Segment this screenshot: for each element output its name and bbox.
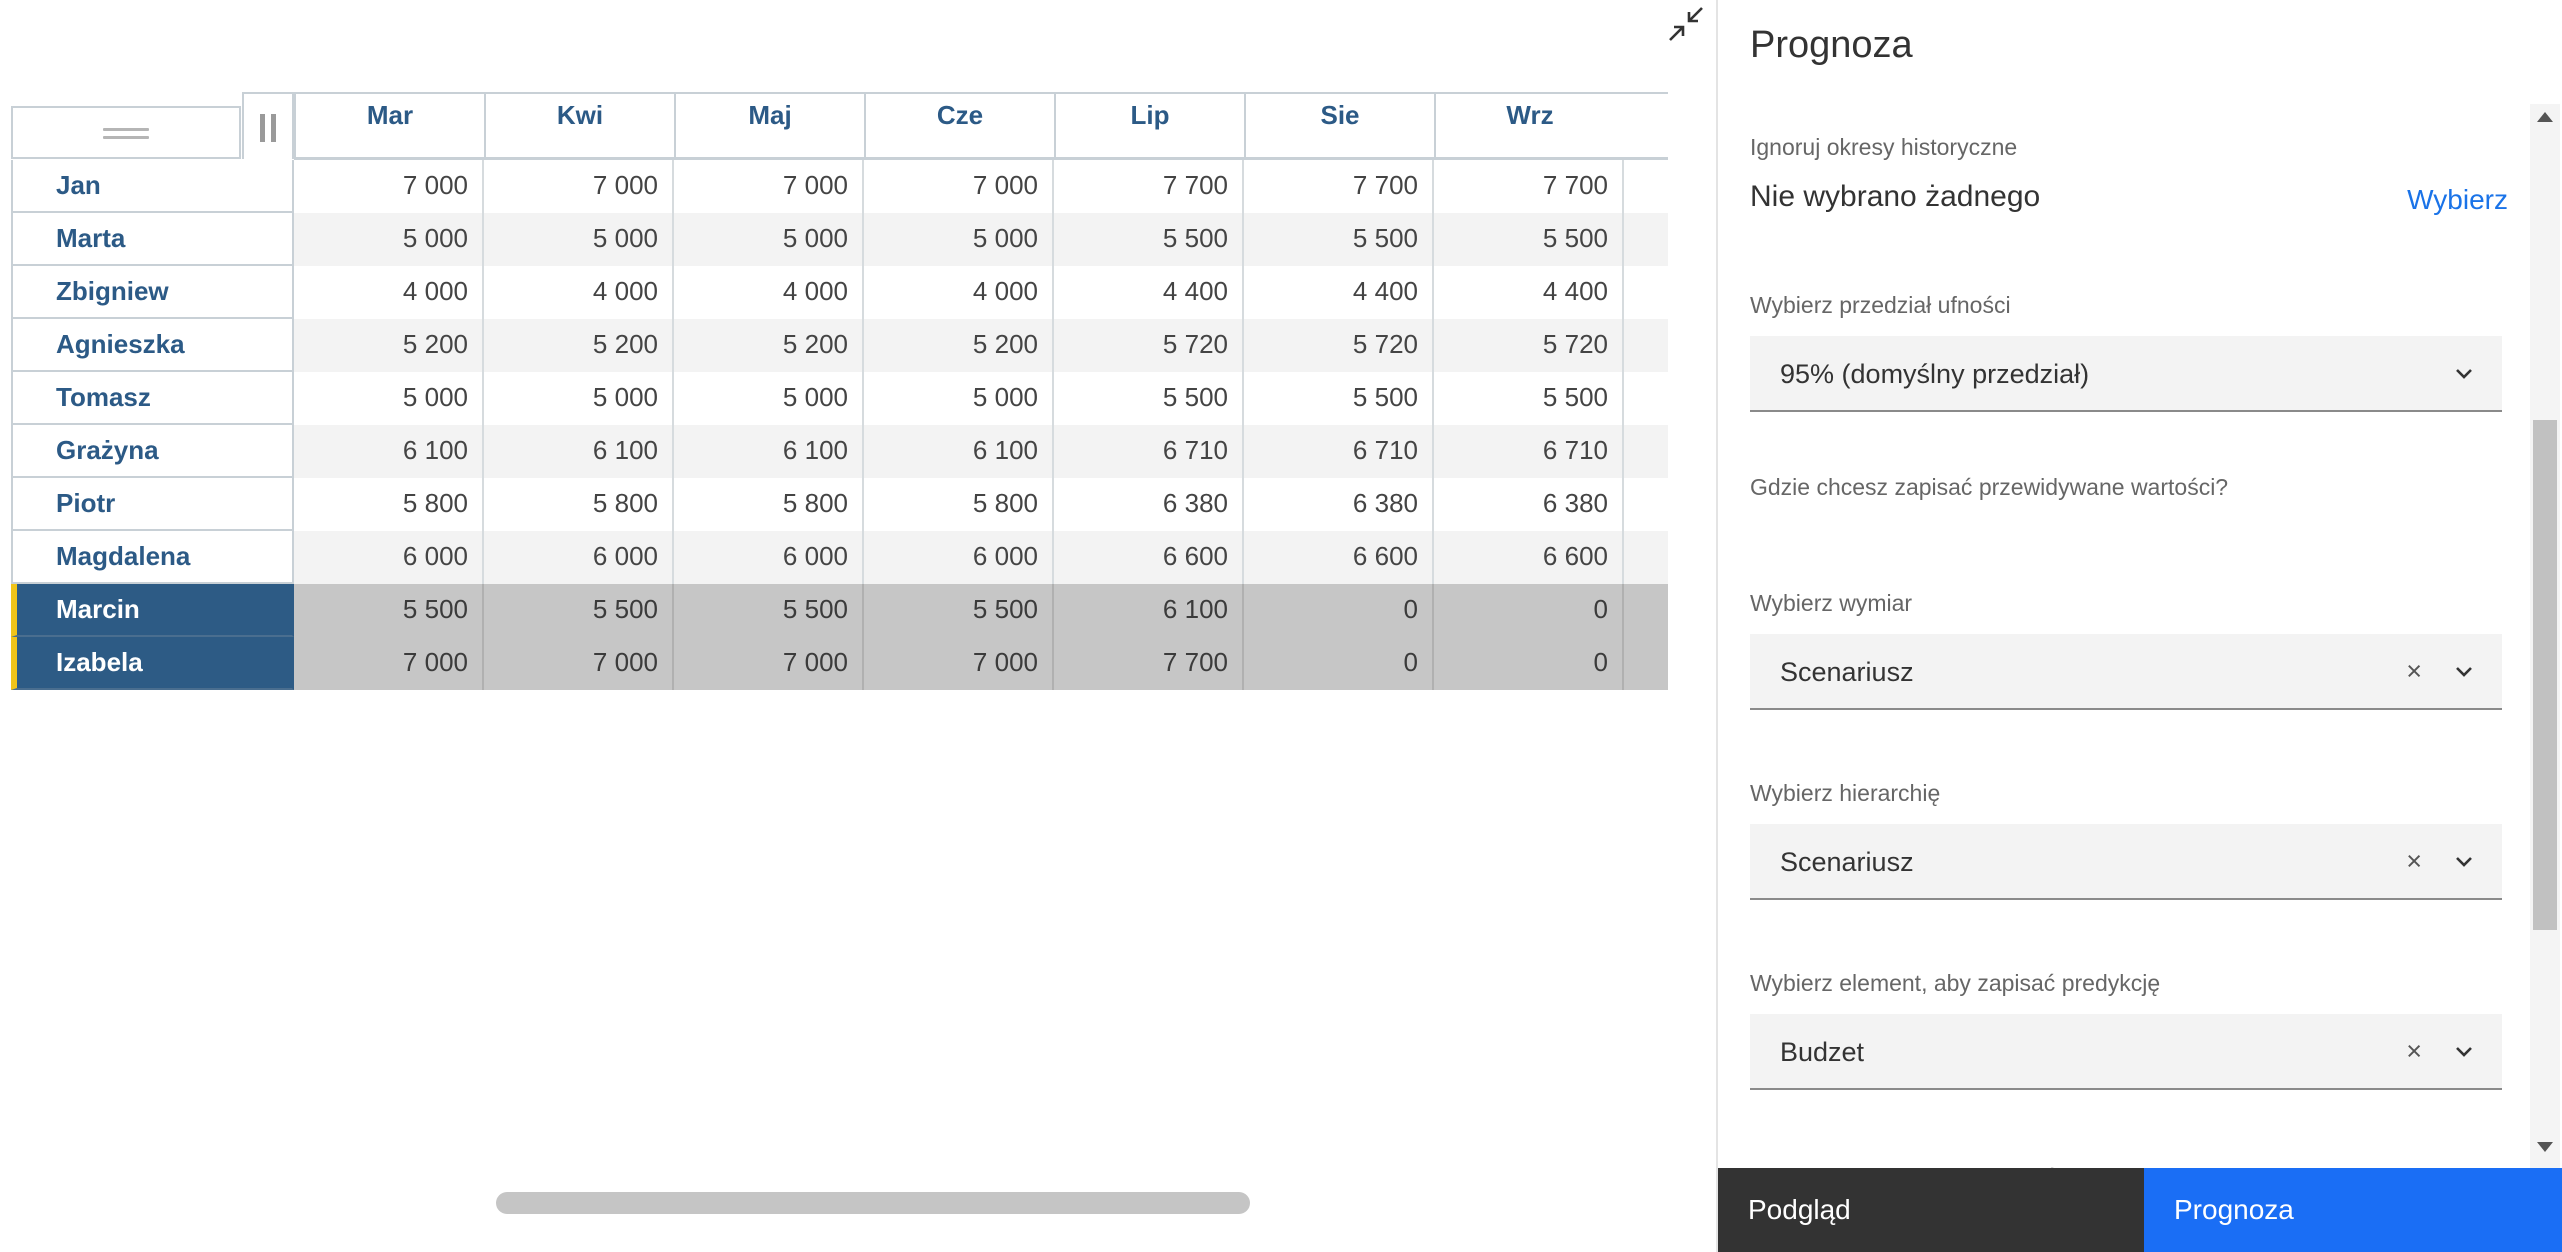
table-cell[interactable]: 5 200 xyxy=(864,319,1054,372)
table-cell[interactable]: 5 500 xyxy=(1054,213,1244,266)
table-cell[interactable]: 7 000 xyxy=(864,637,1054,690)
table-cell[interactable]: 6 100 xyxy=(484,425,674,478)
table-cell[interactable]: 6 380 xyxy=(1244,478,1434,531)
chevron-down-icon xyxy=(2454,1042,2474,1062)
column-header[interactable]: Mar xyxy=(294,94,484,160)
row-cells xyxy=(294,425,1668,478)
table-cell[interactable]: 7 000 xyxy=(294,637,484,690)
row-cells xyxy=(294,478,1668,531)
column-header[interactable]: Maj xyxy=(674,94,864,160)
table-cell[interactable]: 5 000 xyxy=(674,213,864,266)
table-row[interactable] xyxy=(11,319,1668,372)
table-cell[interactable]: 5 800 xyxy=(674,478,864,531)
row-header[interactable]: Tomasz xyxy=(11,372,294,425)
table-cell[interactable]: 6 000 xyxy=(864,531,1054,584)
scroll-up-icon[interactable] xyxy=(2537,112,2553,122)
save-location-question: Gdzie chcesz zapisać przewidywane wartości? xyxy=(1750,474,2229,500)
dimension-label: Wybierz wymiar xyxy=(1750,590,1913,616)
table-cell[interactable]: 6 000 xyxy=(484,531,674,584)
table-cell[interactable]: 7 700 xyxy=(1434,160,1624,213)
table-cell[interactable]: 5 500 xyxy=(1244,372,1434,425)
table-row[interactable] xyxy=(11,266,1668,319)
table-cell[interactable]: 6 600 xyxy=(1434,531,1624,584)
row-header[interactable]: Agnieszka xyxy=(11,319,294,372)
row-cells xyxy=(294,637,1668,690)
table-cell[interactable]: 4 400 xyxy=(1434,266,1624,319)
row-header[interactable]: Zbigniew xyxy=(11,266,294,319)
table-cell[interactable]: 6 710 xyxy=(1054,425,1244,478)
forecast-panel xyxy=(1716,0,2560,1252)
scroll-down-icon[interactable] xyxy=(2537,1142,2553,1152)
element-label: Wybierz element, aby zapisać predykcję xyxy=(1750,970,2161,996)
panel-scroll-area xyxy=(1718,104,2530,1168)
table-row[interactable] xyxy=(11,160,1668,213)
row-cells xyxy=(294,266,1668,319)
chevron-down-icon xyxy=(2454,364,2474,384)
chevron-down-icon xyxy=(2454,662,2474,682)
table-cell[interactable]: 7 700 xyxy=(1244,160,1434,213)
hierarchy-select[interactable] xyxy=(1750,824,2502,900)
table-cell[interactable]: 5 500 xyxy=(864,584,1054,637)
table-cell[interactable]: 5 500 xyxy=(1054,372,1244,425)
table-cell[interactable]: 7 000 xyxy=(674,160,864,213)
table-cell[interactable]: 5 500 xyxy=(1434,372,1624,425)
ignore-periods-value: Nie wybrano żadnego xyxy=(1750,180,2041,213)
clear-icon[interactable]: × xyxy=(2406,846,2422,876)
table-cell[interactable]: 7 000 xyxy=(484,160,674,213)
menu-icon xyxy=(103,128,149,141)
table-cell[interactable]: 6 100 xyxy=(674,425,864,478)
table-row[interactable] xyxy=(11,372,1668,425)
table-cell[interactable]: 6 380 xyxy=(1434,478,1624,531)
table-cell[interactable]: 0 xyxy=(1244,637,1434,690)
table-cell[interactable]: 5 500 xyxy=(294,584,484,637)
table-cell[interactable]: 4 000 xyxy=(484,266,674,319)
table-cell[interactable]: 5 720 xyxy=(1244,319,1434,372)
table-cell[interactable]: 5 000 xyxy=(674,372,864,425)
table-cell[interactable]: 7 700 xyxy=(1054,637,1244,690)
confidence-value: 95% (domyślny przedział) xyxy=(1780,359,2090,389)
table-cell[interactable]: 5 000 xyxy=(864,213,1054,266)
table-cell[interactable]: 7 000 xyxy=(864,160,1054,213)
table-cell[interactable]: 6 600 xyxy=(1054,531,1244,584)
row-cells xyxy=(294,584,1668,637)
row-cells xyxy=(294,213,1668,266)
row-header[interactable]: Jan xyxy=(11,160,294,213)
table-cell[interactable]: 6 100 xyxy=(1054,584,1244,637)
table-cell[interactable]: 4 400 xyxy=(1244,266,1434,319)
table-cell[interactable]: 7 700 xyxy=(1054,160,1244,213)
confidence-label: Wybierz przedział ufności xyxy=(1750,292,2011,318)
table-row[interactable] xyxy=(11,478,1668,531)
panel-title: Prognoza xyxy=(1750,24,1913,66)
table-cell[interactable]: 5 200 xyxy=(484,319,674,372)
row-header[interactable]: Grażyna xyxy=(11,425,294,478)
table-cell[interactable]: 5 000 xyxy=(484,213,674,266)
table-cell[interactable]: 4 000 xyxy=(674,266,864,319)
choose-periods-link[interactable]: Wybierz xyxy=(2407,184,2508,215)
column-header[interactable]: Lip xyxy=(1054,94,1244,160)
element-select[interactable] xyxy=(1750,1014,2502,1090)
dimension-select[interactable] xyxy=(1750,634,2502,710)
table-row[interactable] xyxy=(11,637,1668,690)
dimension-value: Scenariusz xyxy=(1780,657,1914,687)
vertical-scrollbar-thumb[interactable] xyxy=(2533,420,2557,930)
collapse-icon[interactable] xyxy=(1666,4,1706,44)
table-cell[interactable]: 6 000 xyxy=(294,531,484,584)
preview-button[interactable]: Podgląd xyxy=(1718,1168,2144,1252)
forecast-button[interactable]: Prognoza xyxy=(2144,1168,2562,1252)
table-row[interactable] xyxy=(11,213,1668,266)
row-header[interactable]: Marcin xyxy=(11,584,294,637)
row-cells xyxy=(294,160,1668,213)
table-cell[interactable]: 5 720 xyxy=(1054,319,1244,372)
table-cell[interactable]: 5 500 xyxy=(1434,213,1624,266)
table-cell[interactable]: 6 000 xyxy=(674,531,864,584)
ignore-periods-label: Ignoruj okresy historyczne xyxy=(1750,134,2018,160)
table-cell[interactable]: 4 400 xyxy=(1054,266,1244,319)
table-cell[interactable]: 5 000 xyxy=(864,372,1054,425)
panel-footer xyxy=(1718,1168,2562,1252)
table-cell[interactable]: 7 000 xyxy=(484,637,674,690)
column-header[interactable]: Wrz xyxy=(1434,94,1624,160)
clear-icon[interactable]: × xyxy=(2406,1036,2422,1066)
column-header[interactable]: Sie xyxy=(1244,94,1434,160)
column-header[interactable]: Cze xyxy=(864,94,1054,160)
clear-icon[interactable]: × xyxy=(2406,656,2422,686)
table-cell[interactable]: 6 600 xyxy=(1244,531,1434,584)
row-header[interactable]: Izabela xyxy=(11,637,294,690)
drag-handle-icon-bar xyxy=(271,114,276,142)
row-cells xyxy=(294,372,1668,425)
table-cell[interactable]: 6 710 xyxy=(1434,425,1624,478)
table-cell[interactable]: 7 000 xyxy=(674,637,864,690)
table-cell[interactable]: 6 100 xyxy=(294,425,484,478)
element-value: Budzet xyxy=(1780,1037,1865,1067)
table-cell[interactable]: 6 380 xyxy=(1054,478,1244,531)
table-row[interactable] xyxy=(11,531,1668,584)
table-cell[interactable]: 5 500 xyxy=(674,584,864,637)
table-cell[interactable]: 5 500 xyxy=(484,584,674,637)
column-headers xyxy=(294,92,1668,160)
table-cell[interactable]: 5 200 xyxy=(674,319,864,372)
row-header[interactable]: Magdalena xyxy=(11,531,294,584)
table-cell[interactable]: 5 000 xyxy=(294,213,484,266)
table-cell[interactable]: 5 800 xyxy=(294,478,484,531)
table-cell[interactable]: 0 xyxy=(1434,637,1624,690)
table-cell[interactable]: 5 000 xyxy=(294,372,484,425)
table-cell[interactable]: 0 xyxy=(1244,584,1434,637)
confidence-select[interactable] xyxy=(1750,336,2502,412)
table-cell[interactable]: 7 000 xyxy=(294,160,484,213)
table-cell[interactable]: 5 800 xyxy=(864,478,1054,531)
table-cell[interactable]: 0 xyxy=(1434,584,1624,637)
grid-corner-menu[interactable] xyxy=(11,106,241,159)
freeze-pane-handle[interactable] xyxy=(242,92,294,159)
table-cell[interactable]: 4 000 xyxy=(294,266,484,319)
table-cell[interactable]: 5 800 xyxy=(484,478,674,531)
table-row[interactable] xyxy=(11,425,1668,478)
table-cell[interactable]: 5 200 xyxy=(294,319,484,372)
table-cell[interactable]: 5 000 xyxy=(484,372,674,425)
horizontal-scrollbar[interactable] xyxy=(496,1192,1250,1214)
drag-handle-icon xyxy=(260,114,265,142)
table-cell[interactable]: 6 710 xyxy=(1244,425,1434,478)
row-cells xyxy=(294,319,1668,372)
chevron-down-icon xyxy=(2454,852,2474,872)
table-cell[interactable]: 6 100 xyxy=(864,425,1054,478)
row-cells xyxy=(294,531,1668,584)
hierarchy-label: Wybierz hierarchię xyxy=(1750,780,1941,806)
row-header[interactable]: Marta xyxy=(11,213,294,266)
row-header[interactable]: Piotr xyxy=(11,478,294,531)
table-row[interactable] xyxy=(11,584,1668,637)
table-cell[interactable]: 4 000 xyxy=(864,266,1054,319)
table-cell[interactable]: 5 500 xyxy=(1244,213,1434,266)
table-cell[interactable]: 5 720 xyxy=(1434,319,1624,372)
hierarchy-value: Scenariusz xyxy=(1780,847,1914,877)
column-header[interactable]: Kwi xyxy=(484,94,674,160)
